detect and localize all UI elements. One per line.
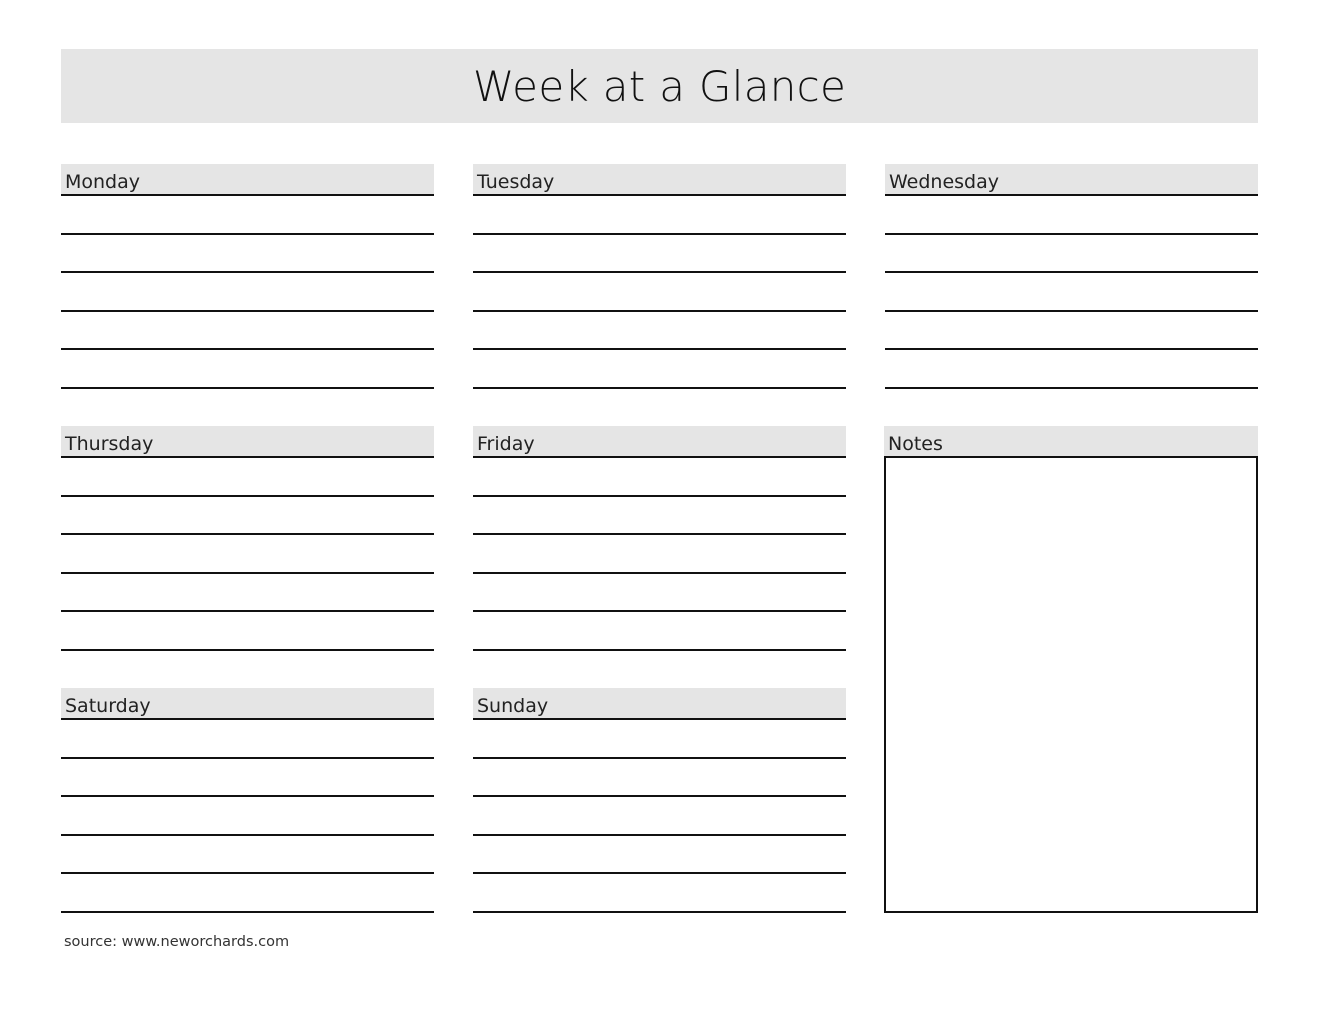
notes-label: Notes xyxy=(888,433,943,455)
writing-line[interactable] xyxy=(473,312,846,351)
day-header-saturday xyxy=(61,688,434,720)
writing-line[interactable] xyxy=(473,612,846,651)
day-label-wednesday: Wednesday xyxy=(889,171,1000,193)
writing-line[interactable] xyxy=(473,458,846,497)
day-label-friday: Friday xyxy=(477,433,535,455)
page-title: Week at a Glance xyxy=(472,61,847,111)
day-label-tuesday: Tuesday xyxy=(477,171,555,193)
writing-line[interactable] xyxy=(61,458,434,497)
writing-line[interactable] xyxy=(473,497,846,536)
day-header-monday xyxy=(61,164,434,196)
writing-line[interactable] xyxy=(61,759,434,798)
writing-line[interactable] xyxy=(61,312,434,351)
notes-box[interactable] xyxy=(884,456,1258,913)
day-block-wednesday xyxy=(885,164,1258,389)
writing-line[interactable] xyxy=(473,535,846,574)
writing-line[interactable] xyxy=(885,312,1258,351)
writing-lines-monday xyxy=(61,196,434,389)
writing-line[interactable] xyxy=(473,196,846,235)
writing-line[interactable] xyxy=(885,235,1258,274)
day-block-thursday xyxy=(61,426,434,651)
writing-line[interactable] xyxy=(61,797,434,836)
writing-line[interactable] xyxy=(473,797,846,836)
notes-block xyxy=(884,426,1258,913)
notes-header xyxy=(884,426,1258,456)
day-block-friday xyxy=(473,426,846,651)
day-label-monday: Monday xyxy=(65,171,141,193)
day-block-sunday xyxy=(473,688,846,913)
writing-line[interactable] xyxy=(61,273,434,312)
writing-line[interactable] xyxy=(473,836,846,875)
day-label-sunday: Sunday xyxy=(477,695,549,717)
writing-line[interactable] xyxy=(473,720,846,759)
writing-line[interactable] xyxy=(61,235,434,274)
writing-line[interactable] xyxy=(61,574,434,613)
writing-line[interactable] xyxy=(61,196,434,235)
writing-line[interactable] xyxy=(473,235,846,274)
day-header-wednesday xyxy=(885,164,1258,196)
writing-lines-tuesday xyxy=(473,196,846,389)
writing-line[interactable] xyxy=(61,874,434,913)
day-header-friday xyxy=(473,426,846,458)
writing-line[interactable] xyxy=(61,720,434,759)
day-header-tuesday xyxy=(473,164,846,196)
day-label-thursday: Thursday xyxy=(65,433,154,455)
writing-line[interactable] xyxy=(473,350,846,389)
day-block-saturday xyxy=(61,688,434,913)
day-header-sunday xyxy=(473,688,846,720)
day-header-thursday xyxy=(61,426,434,458)
writing-line[interactable] xyxy=(61,497,434,536)
source-credit: source: www.neworchards.com xyxy=(64,934,290,950)
writing-lines-wednesday xyxy=(885,196,1258,389)
title-bar xyxy=(61,49,1258,123)
writing-lines-friday xyxy=(473,458,846,651)
writing-line[interactable] xyxy=(885,273,1258,312)
day-label-saturday: Saturday xyxy=(65,695,151,717)
writing-lines-thursday xyxy=(61,458,434,651)
day-block-monday xyxy=(61,164,434,389)
writing-line[interactable] xyxy=(473,874,846,913)
writing-line[interactable] xyxy=(61,535,434,574)
writing-line[interactable] xyxy=(473,574,846,613)
writing-line[interactable] xyxy=(61,612,434,651)
writing-lines-saturday xyxy=(61,720,434,913)
writing-line[interactable] xyxy=(473,759,846,798)
day-block-tuesday xyxy=(473,164,846,389)
writing-line[interactable] xyxy=(61,836,434,875)
writing-lines-sunday xyxy=(473,720,846,913)
writing-line[interactable] xyxy=(885,196,1258,235)
writing-line[interactable] xyxy=(885,350,1258,389)
writing-line[interactable] xyxy=(473,273,846,312)
writing-line[interactable] xyxy=(61,350,434,389)
